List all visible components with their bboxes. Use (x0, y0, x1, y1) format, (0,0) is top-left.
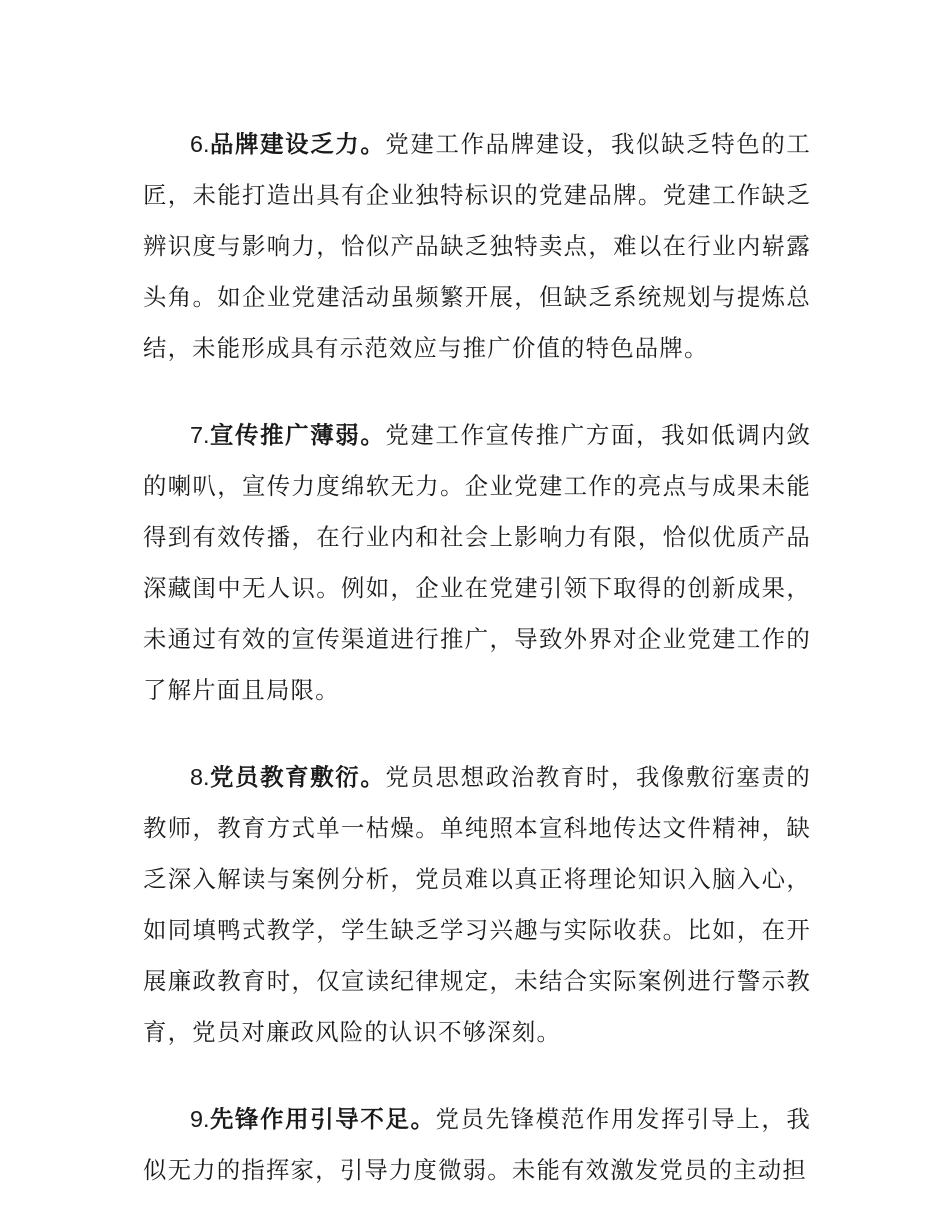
paragraph-number: 9. (190, 1106, 210, 1132)
paragraph-8 (143, 752, 811, 1058)
paragraph-9 (143, 1094, 811, 1196)
paragraph-heading: 宣传推广薄弱。 (209, 421, 386, 449)
paragraph-heading: 先锋作用引导不足。 (209, 1105, 436, 1133)
paragraph-heading: 党员教育敷衍。 (209, 763, 386, 791)
paragraph-body: 党员思想政治教育时，我像敷衍塞责的教师，教育方式单一枯燥。单纯照本宣科地传达文件精神，缺乏深入解读与案例分析，党员难以真正将理论知识入脑入心，如同填鸭式教学，学生缺乏学习兴趣与实际收获。比如，在开展廉政教育时，仅宣读纪律规定，未结合实际案例进行警示教育，党员对廉政风险的认识不够深刻。 (143, 763, 811, 1046)
paragraph-number: 6. (190, 131, 210, 157)
paragraph-number: 8. (190, 764, 210, 790)
paragraph-body: 党员先锋模范作用发挥引导上，我似无力的指挥家，引导力度微弱。未能有效激发党员的主动担 (143, 1105, 811, 1184)
paragraph-body: 党建工作宣传推广方面，我如低调内敛的喇叭，宣传力度绵软无力。企业党建工作的亮点与成果未能得到有效传播，在行业内和社会上影响力有限，恰似优质产品深藏闺中无人识。例如，企业在党建引领下取得的创新成果，未通过有效的宣传渠道进行推广，导致外界对企业党建工作的了解片面且局限。 (143, 421, 811, 704)
paragraph-body: 党建工作品牌建设，我似缺乏特色的工匠，未能打造出具有企业独特标识的党建品牌。党建工作缺乏辨识度与影响力，恰似产品缺乏独特卖点，难以在行业内崭露头角。如企业党建活动虽频繁开展，但缺乏系统规划与提炼总结，未能形成具有示范效应与推广价值的特色品牌。 (143, 130, 811, 362)
paragraph-7 (143, 410, 811, 716)
paragraph-heading: 品牌建设乏力。 (209, 130, 386, 158)
paragraph-number: 7. (190, 422, 210, 448)
paragraph-6 (143, 119, 811, 374)
document-page (143, 119, 811, 1232)
